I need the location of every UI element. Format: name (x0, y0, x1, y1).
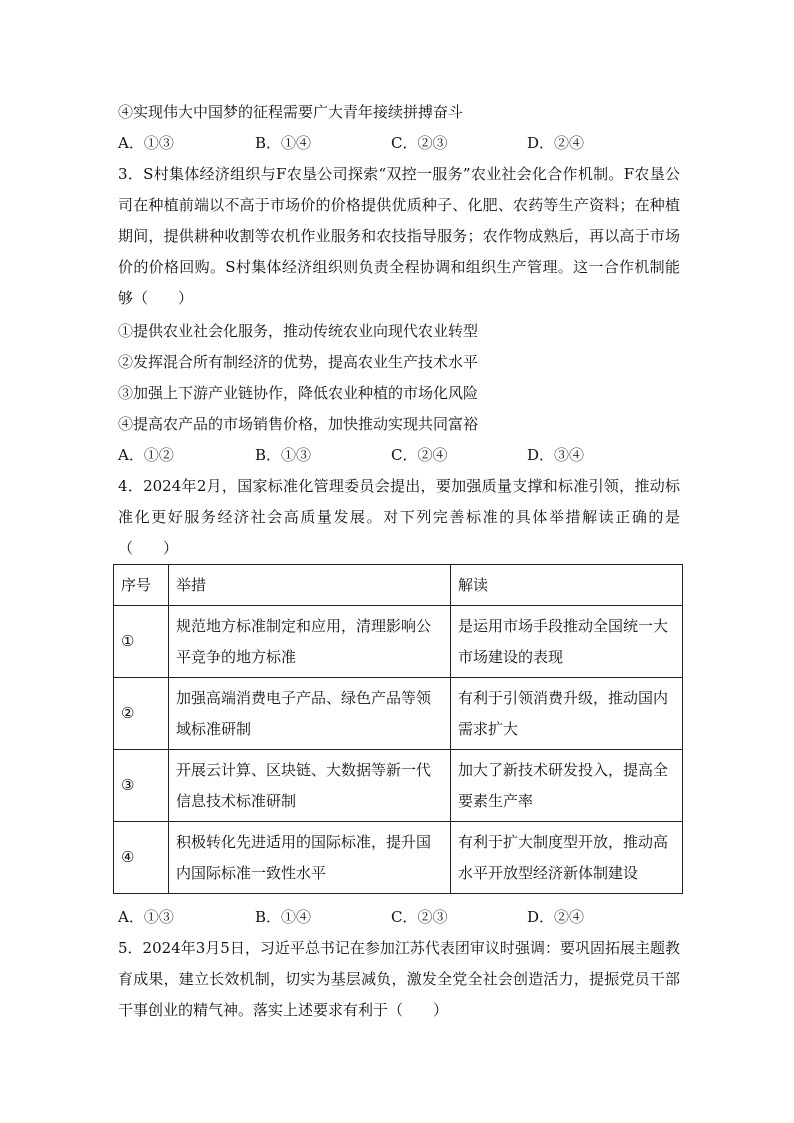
row-interpretation: 是运用市场手段推动全国统一大市场建设的表现 (451, 606, 683, 678)
table-row (114, 750, 683, 822)
table-row (114, 606, 683, 678)
row-measure: 开展云计算、区块链、大数据等新一代信息技术标准研制 (169, 750, 451, 822)
q4-option-b: B．①④ (255, 908, 312, 926)
q3-statement-1: ①提供农业社会化服务，推动传统农业向现代农业转型 (118, 322, 479, 340)
q3-option-d: D．③④ (527, 446, 585, 464)
q3-statement-3: ③加强上下游产业链协作，降低农业种植的市场化风险 (118, 384, 479, 402)
table-row (114, 678, 683, 750)
q3-option-b: B．①③ (255, 446, 312, 464)
table-row (114, 822, 683, 894)
table-header-row (114, 565, 683, 606)
q4-stem: 4．2024年2月，国家标准化管理委员会提出，要加强质量支撑和标准引领，推动标准化更好服务经济社会高质量发展。对下列完善标准的具体举措解读正确的是（ ） (118, 477, 680, 557)
q4-option-a: A．①③ (118, 908, 174, 926)
q2-option-c: C．②③ (391, 134, 448, 152)
q3-option-c: C．②④ (391, 446, 448, 464)
q4-options (118, 907, 638, 927)
q2-statement-4: ④实现伟大中国梦的征程需要广大青年接续拼搏奋斗 (118, 103, 464, 121)
table-header-index: 序号 (114, 565, 169, 606)
q3-stem: 3．S村集体经济组织与F农垦公司探索“双控一服务”农业社会化合作机制。F农垦公司在种植前端以不高于市场价的价格提供优质种子、化肥、农药等生产资料；在种植期间，提供耕种收割等农机作业服务和农技指导服务；农作物成熟后，再以高于市场价的价格回购。S村集体经济组织则负责全程协调和组织生产管理。这一合作机制能够（ ） (118, 165, 680, 307)
row-measure: 加强高端消费电子产品、绿色产品等领域标准研制 (169, 678, 451, 750)
q3-statement-2: ②发挥混合所有制经济的优势，提高农业生产技术水平 (118, 353, 479, 371)
q2-options (118, 133, 638, 153)
q2-option-d: D．②④ (527, 134, 585, 152)
table-header-measure: 举措 (169, 565, 451, 606)
row-measure: 规范地方标准制定和应用，清理影响公平竞争的地方标准 (169, 606, 451, 678)
q3-option-a: A．①② (118, 446, 174, 464)
row-interpretation: 有利于扩大制度型开放，推动高水平开放型经济新体制建设 (451, 822, 683, 894)
q3-options (118, 445, 638, 465)
row-index: ② (114, 678, 169, 750)
row-interpretation: 有利于引领消费升级，推动国内需求扩大 (451, 678, 683, 750)
q2-option-a: A．①③ (118, 134, 174, 152)
q5-stem: 5．2024年3月5日，习近平总书记在参加江苏代表团审议时强调：要巩固拓展主题教育成果，建立长效机制，切实为基层减负，激发全党全社会创造活力，提振党员干部干事创业的精气神。落实上述要求有利于（ ） (118, 939, 680, 1019)
q2-option-b: B．①④ (255, 134, 312, 152)
q4-option-c: C．②③ (391, 908, 448, 926)
row-index: ① (114, 606, 169, 678)
q4-option-d: D．②④ (527, 908, 585, 926)
measures-table (113, 564, 683, 894)
table-header-interpretation: 解读 (451, 565, 683, 606)
row-index: ④ (114, 822, 169, 894)
row-interpretation: 加大了新技术研发投入，提高全要素生产率 (451, 750, 683, 822)
row-measure: 积极转化先进适用的国际标准，提升国内国际标准一致性水平 (169, 822, 451, 894)
row-index: ③ (114, 750, 169, 822)
q3-statement-4: ④提高农产品的市场销售价格，加快推动实现共同富裕 (118, 415, 479, 433)
